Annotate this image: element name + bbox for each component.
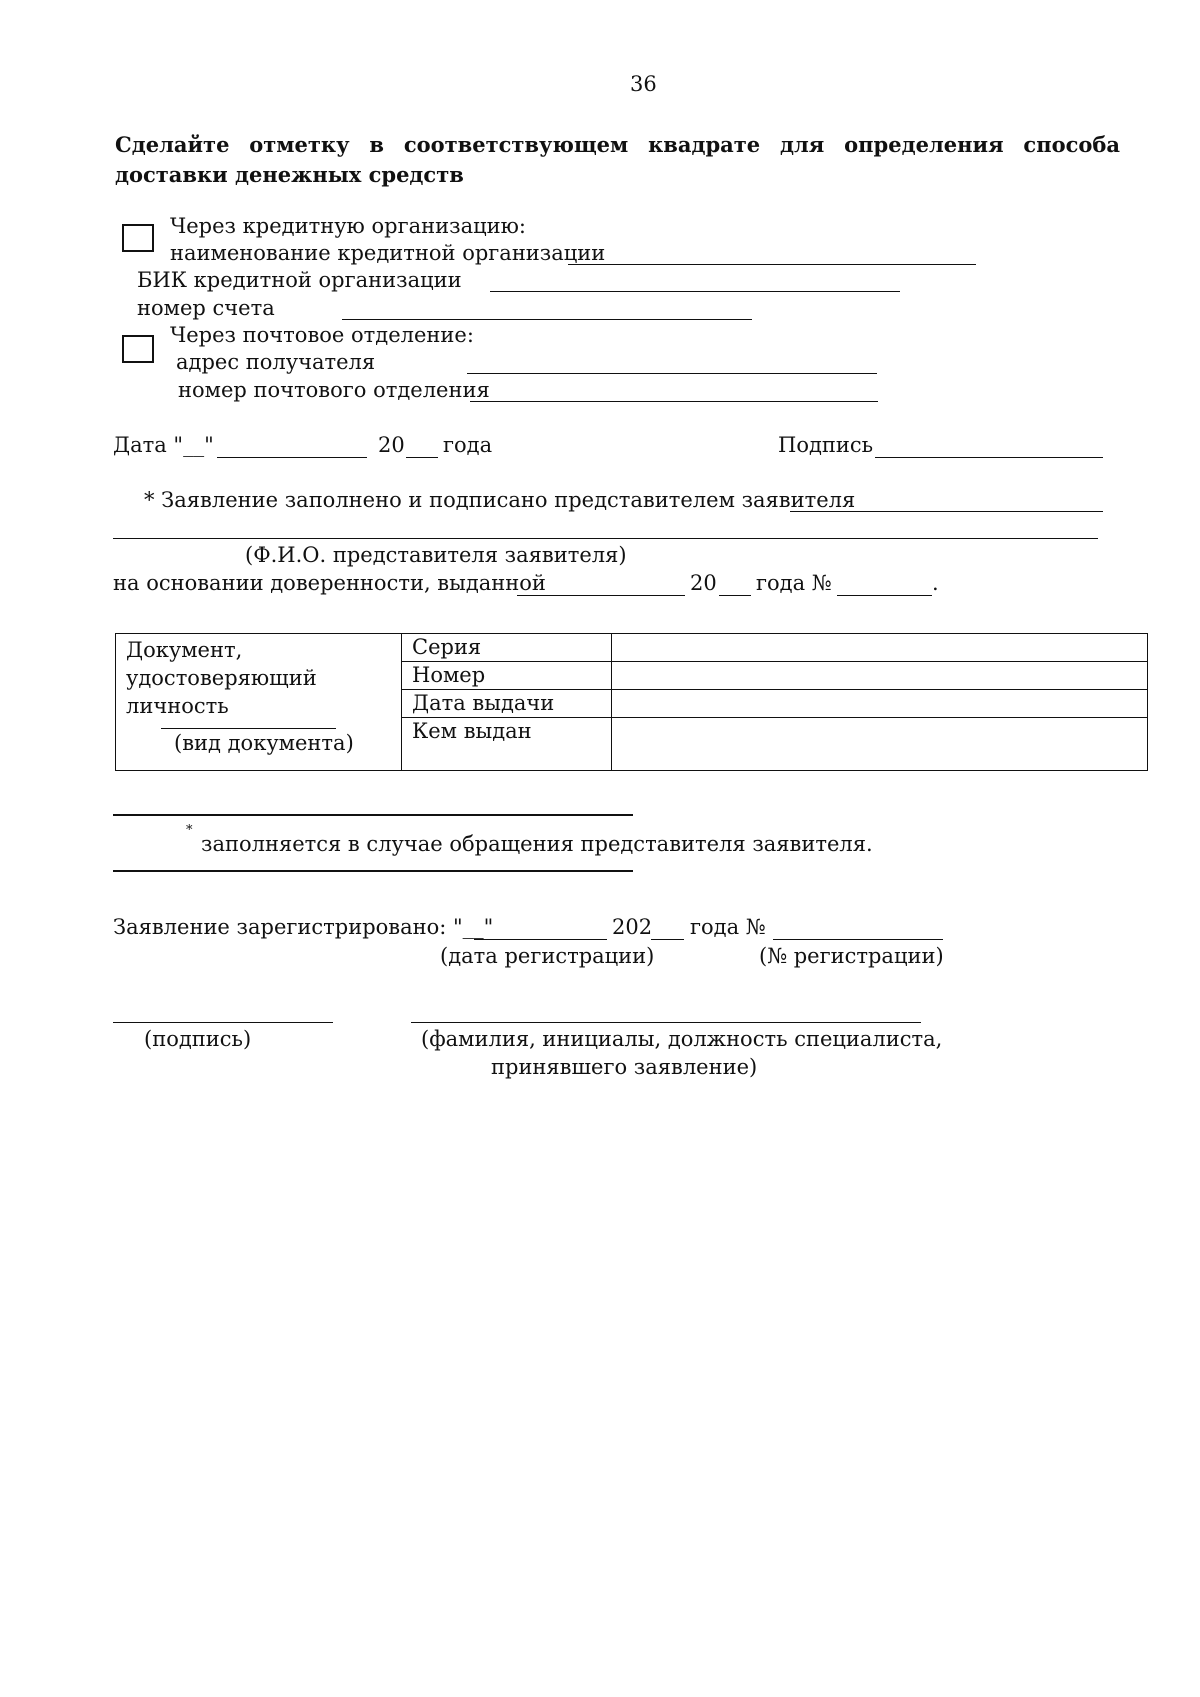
bank-name-field[interactable] <box>568 264 976 265</box>
date-year-prefix: 20 <box>378 433 405 457</box>
representative-fio-field[interactable] <box>113 538 1098 539</box>
bank-name-label: наименование кредитной организации <box>170 241 606 265</box>
specialist-caption-line-2: принявшего заявление) <box>491 1055 758 1079</box>
registration-date-caption: (дата регистрации) <box>440 944 655 968</box>
power-of-attorney-date-field[interactable] <box>517 595 685 596</box>
registration-number-caption: (№ регистрации) <box>759 944 944 968</box>
registration-year-prefix: 202 <box>612 915 653 939</box>
number-field[interactable] <box>612 662 1148 690</box>
series-field[interactable] <box>612 634 1148 662</box>
footnote-divider-bottom <box>113 870 633 872</box>
issue-date-field[interactable] <box>612 690 1148 718</box>
account-field[interactable] <box>342 319 752 320</box>
representative-fio-caption: (Ф.И.О. представителя заявителя) <box>245 543 627 567</box>
specialist-signature-field[interactable] <box>113 1022 333 1023</box>
bank-delivery-label: Через кредитную организацию: <box>170 214 526 238</box>
number-label: Номер <box>402 662 612 690</box>
power-of-attorney-label: на основании доверенности, выданной <box>113 571 546 595</box>
registration-label: Заявление зарегистрировано: "__" <box>113 915 494 939</box>
registration-year-suffix: года № <box>690 915 766 939</box>
date-year-suffix: года <box>443 433 493 457</box>
date-label: Дата "__" <box>113 433 214 457</box>
specialist-name-field[interactable] <box>411 1022 921 1023</box>
registration-year-field[interactable] <box>651 939 684 940</box>
signature-caption: (подпись) <box>144 1027 252 1051</box>
registration-date-field[interactable] <box>474 939 607 940</box>
date-month-field[interactable] <box>217 457 367 458</box>
series-label: Серия <box>402 634 612 662</box>
bank-delivery-checkbox[interactable] <box>122 224 154 252</box>
doc-label-line-2: удостоверяющий <box>126 666 317 690</box>
post-office-field[interactable] <box>470 401 878 402</box>
page-title: Сделайте отметку в соответствующем квадрате для определения способа доставки денежных средств <box>115 132 1120 187</box>
doc-label-line-1: Документ, <box>126 638 243 662</box>
page-number: 36 <box>630 72 657 96</box>
specialist-caption-line-1: (фамилия, инициалы, должность специалиста, <box>421 1027 943 1051</box>
signature-label: Подпись <box>778 433 874 457</box>
recipient-address-label: адрес получателя <box>176 350 376 374</box>
representative-name-field[interactable] <box>790 511 1103 512</box>
power-of-attorney-year-suffix: года № <box>756 571 832 595</box>
issue-date-label: Дата выдачи <box>402 690 612 718</box>
doc-type-caption: (вид документа) <box>174 731 354 755</box>
bik-label: БИК кредитной организации <box>137 268 462 292</box>
registration-number-field[interactable] <box>773 939 943 940</box>
power-of-attorney-number-field[interactable] <box>837 595 932 596</box>
issued-by-field[interactable] <box>612 718 1148 771</box>
power-of-attorney-end: . <box>932 571 939 595</box>
bik-field[interactable] <box>490 291 900 292</box>
footnote-mark: * <box>186 823 193 838</box>
table-row <box>116 634 1148 662</box>
doc-label-line-3: личность <box>126 694 229 718</box>
issued-by-label: Кем выдан <box>402 718 612 771</box>
power-of-attorney-year-prefix: 20 <box>690 571 717 595</box>
recipient-address-field[interactable] <box>467 373 877 374</box>
power-of-attorney-year-field[interactable] <box>719 595 751 596</box>
signature-field[interactable] <box>875 457 1103 458</box>
id-document-table <box>115 633 1148 771</box>
footnote-divider-top <box>113 814 633 816</box>
footnote-text: заполняется в случае обращения представителя заявителя. <box>201 832 873 856</box>
doc-type-cell <box>116 634 402 771</box>
post-delivery-label: Через почтовое отделение: <box>170 323 474 347</box>
post-delivery-checkbox[interactable] <box>122 335 154 363</box>
date-year-field[interactable] <box>406 457 438 458</box>
post-office-label: номер почтового отделения <box>178 378 490 402</box>
representative-statement: * Заявление заполнено и подписано представителем заявителя <box>144 488 856 512</box>
account-label: номер счета <box>137 296 275 320</box>
